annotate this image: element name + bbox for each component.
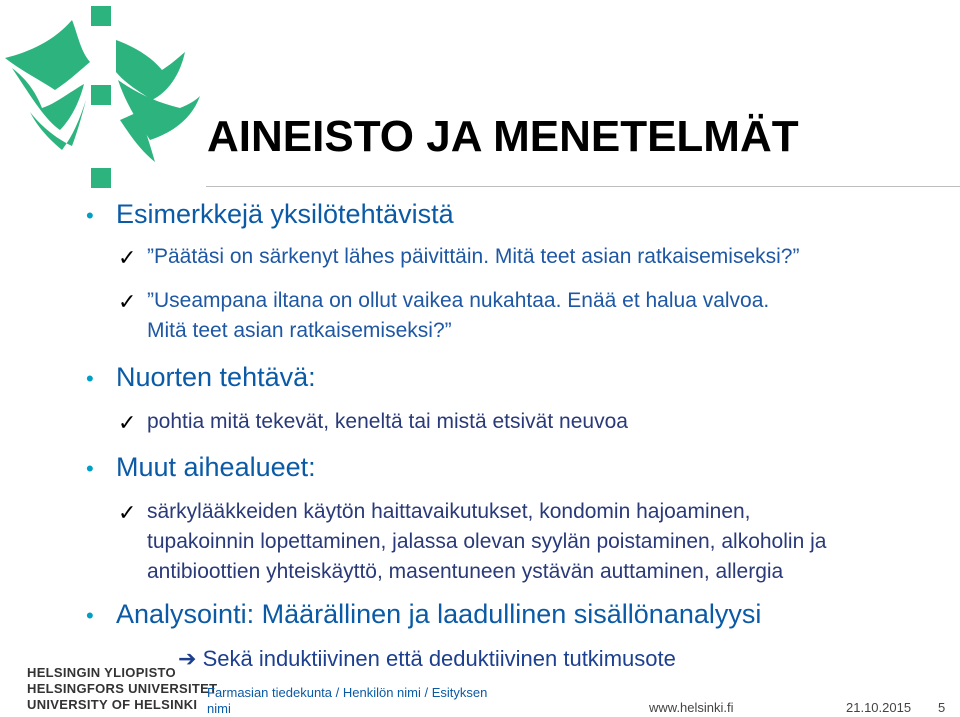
example-2: ”Useampana iltana on ollut vaikea nukahtaa. Enää et halua valvoa. <box>147 289 770 312</box>
footer-url: www.helsinki.fi <box>649 700 734 715</box>
page-number: 5 <box>938 700 946 715</box>
checkmark-icon: ✓ <box>118 410 137 435</box>
checkmark-icon: ✓ <box>118 289 137 314</box>
bullet-dot: • <box>86 456 94 481</box>
example-2-text: Useampana iltana on ollut vaikea nukahtaa. Enää et halua valvoa. <box>154 289 770 312</box>
university-name-en: UNIVERSITY OF HELSINKI <box>27 697 198 712</box>
topics-line-2: tupakoinnin lopettaminen, jalassa olevan syylän poistaminen, alkoholin ja <box>147 530 827 553</box>
checkmark-icon: ✓ <box>118 500 137 525</box>
example-2-cont: Mitä teet asian ratkaisemiseksi?” <box>147 319 452 342</box>
example-2-cont-text: Mitä teet asian ratkaisemiseksi? <box>147 319 445 342</box>
university-name-sv: HELSINGFORS UNIVERSITET <box>27 681 218 696</box>
bullet-dot: • <box>86 603 94 628</box>
example-1: ”Päätäsi on särkenyt lähes päivittäin. Mitä teet asian ratkaisemiseksi?” <box>147 245 800 268</box>
example-1-text: Päätäsi on särkenyt lähes päivittäin. Mitä teet asian ratkaisemiseksi? <box>154 245 793 268</box>
bullet-dot: • <box>86 366 94 391</box>
topics-line-1: särkylääkkeiden käytön haittavaikutukset, kondomin hajoaminen, <box>147 500 751 523</box>
page-title: AINEISTO JA MENETELMÄT <box>207 112 799 161</box>
helsinki-flame-logo <box>0 0 205 190</box>
section-task: Nuorten tehtävä: <box>116 362 316 392</box>
university-name-fi: HELSINGIN YLIOPISTO <box>27 665 176 680</box>
task-text: pohtia mitä tekevät, keneltä tai mistä etsivät neuvoa <box>147 410 628 433</box>
analysis-subpoint <box>178 646 676 672</box>
university-wordmark <box>27 665 217 713</box>
section-other-topics: Muut aihealueet: <box>116 452 316 482</box>
checkmark-icon: ✓ <box>118 245 137 270</box>
bullet-dot: • <box>86 203 94 228</box>
footer-date: 21.10.2015 <box>846 700 912 715</box>
section-analysis: Analysointi: Määrällinen ja laadullinen sisällönanalyysi <box>116 599 762 629</box>
arrow-right-icon: ➔ <box>178 646 197 671</box>
analysis-subpoint-text: Sekä induktiivinen että deduktiivinen tutkimusote <box>202 646 676 671</box>
footer-faculty: Farmasian tiedekunta / Henkilön nimi / Esityksen nimi <box>207 685 488 716</box>
topics-line-3: antibioottien yhteiskäyttö, masentuneen ystävän auttaminen, allergia <box>147 560 784 583</box>
section-examples: Esimerkkejä yksilötehtävistä <box>116 199 454 229</box>
title-divider <box>206 186 960 187</box>
